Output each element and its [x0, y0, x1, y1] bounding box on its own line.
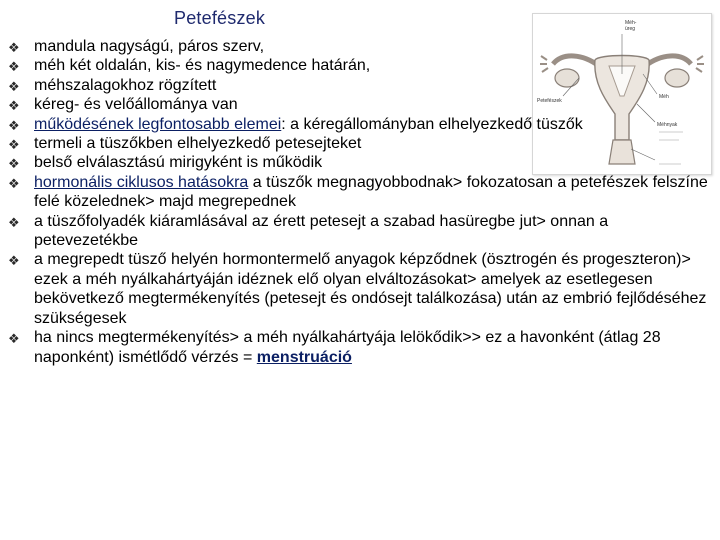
- diamond-bullet-icon: ❖: [8, 331, 20, 347]
- diamond-bullet-icon: ❖: [8, 175, 20, 191]
- diagram-label-1: Méh-: [625, 20, 637, 26]
- list-item: ❖ mandula nagyságú, páros szerv,: [0, 37, 594, 56]
- menstruation-link[interactable]: menstruáció: [256, 348, 352, 366]
- underlined-term: hormonális ciklusos hatásokra: [34, 173, 249, 191]
- diamond-bullet-icon: ❖: [8, 214, 20, 230]
- diamond-bullet-icon: ❖: [8, 98, 20, 114]
- list-item: ❖ a tüszőfolyadék kiáramlásával az érett petesejt a szabad hasüregbe jut> onnan a petevezetékbe: [8, 212, 609, 250]
- diagram-label-3: Petefészek: [537, 98, 562, 104]
- diagram-label-5: Méhnyak: [657, 122, 678, 128]
- list-item: ❖ hormonális ciklusos hatásokra a tüszők megnagyobbodnak> fokozatosan a petefészek felszíne felé közelednek> majd megrepednek: [8, 173, 708, 211]
- diagram-label-4: Méh: [659, 94, 669, 100]
- diamond-bullet-icon: ❖: [8, 40, 20, 55]
- diamond-bullet-icon: ❖: [8, 78, 20, 94]
- list-item: ❖ termeli a tüszőkben elhelyezkedő petesejteket: [0, 134, 712, 153]
- diamond-bullet-icon: ❖: [8, 117, 20, 133]
- list-item: ❖ belső elválasztású mirigyként is működik: [0, 153, 712, 172]
- list-item: ❖ ha nincs megtermékenyítés> a méh nyálkahártyája lelökődik>> ez a havonként (átlag 28 naponként) ismétlődő vérzés = menstruáció: [8, 329, 661, 366]
- diamond-bullet-icon: ❖: [8, 253, 20, 269]
- diagram-label-2: üreg: [625, 26, 636, 32]
- list-item: ❖ kéreg- és velőállománya van: [0, 95, 594, 114]
- list-item: ❖ méh két oldalán, kis- és nagymedence határán,: [0, 56, 594, 75]
- bullet-list: [0, 37, 712, 367]
- underlined-term: működésének legfontosabb elemei: [34, 115, 282, 133]
- diamond-bullet-icon: ❖: [8, 156, 20, 172]
- diamond-bullet-icon: ❖: [8, 59, 20, 75]
- list-item: ❖ méhszalagokhoz rögzített: [0, 76, 594, 95]
- page-title: Petefészek: [174, 8, 266, 28]
- diamond-bullet-icon: ❖: [8, 137, 20, 153]
- list-item: ❖ működésének legfontosabb elemei: a kéregállományban elhelyezkedő tüszők: [0, 115, 594, 134]
- list-item: ❖ a megrepedt tüsző helyén hormontermelő anyagok képződnek (ösztrogén és progeszteron)> ezek a méh nyálkahártyáján idéznek elő olyan elváltozásokat> amelyek az esetlegesen bekövetkező megtermékenyítés (petesejt és ondósejt találkozása) után az embrió fejlődéséhez szükségesek: [8, 251, 707, 327]
